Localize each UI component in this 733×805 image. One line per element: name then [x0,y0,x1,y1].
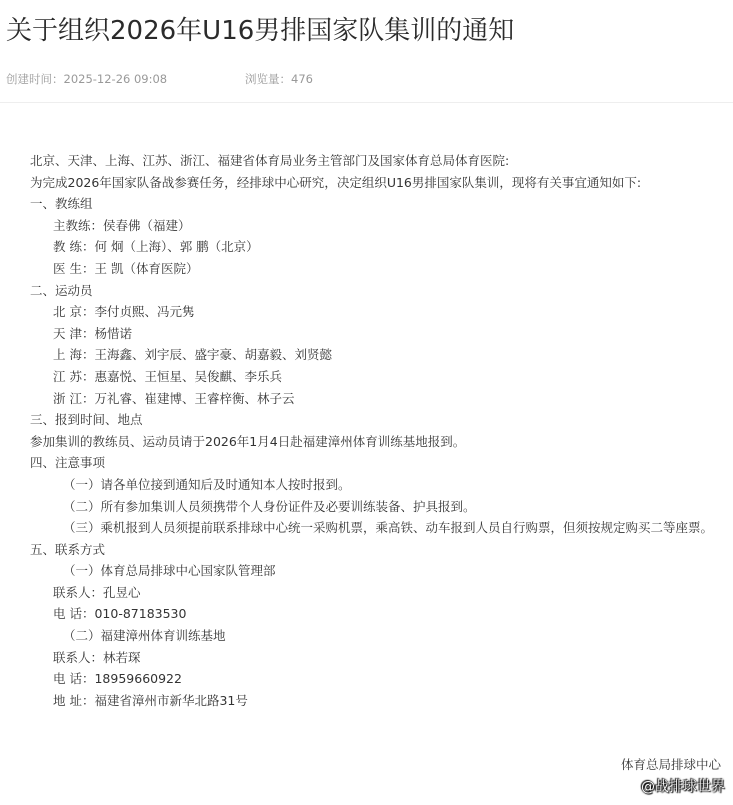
body-line: （一）体育总局排球中心国家队管理部 [63,563,276,579]
created-time: 创建时间：2025-12-26 09:08 [6,72,168,86]
body-line: 二、运动员 [30,282,93,298]
body-line: 江 苏：惠嘉悦、王恒星、吴俊麒、李乐兵 [53,368,282,384]
body-line: 天 津：杨惜诺 [53,325,132,341]
body-line: 电 话：18959660922 [53,671,182,687]
body-line: 五、联系方式 [30,541,106,557]
body-line: 主教练：侯春佛（福建） [53,217,191,233]
body-line: 上 海：王海鑫、刘宇辰、盛宇豪、胡嘉毅、刘贤懿 [53,347,332,363]
watermark: @战排球世界 [641,779,725,795]
body-line: （三）乘机报到人员须提前联系排球中心统一采购机票，乘高铁、动车报到人员自行购票，但须按规定购买二等座票。 [63,520,714,536]
header-divider [0,102,733,103]
body-line: （一）请各单位接到通知后及时通知本人按时报到。 [63,476,351,492]
body-line: 北 京：李付贞熙、冯元隽 [53,304,195,320]
body-line: 地 址：福建省漳州市新华北路31号 [53,692,248,708]
body-line: 浙 江：万礼睿、崔建博、王睿梓衡、林子云 [53,390,295,406]
signature: 体育总局排球中心 [620,757,721,772]
body-line: 参加集训的教练员、运动员请于2026年1月4日赴福建漳州体育训练基地报到。 [30,433,466,449]
view-count: 浏览量：476 [245,72,313,86]
body-line: （二）福建漳州体育训练基地 [63,628,226,644]
body-line: 联系人：孔昱心 [53,584,141,600]
article-body [30,150,720,711]
body-line: 教 练：何 炯（上海）、郭 鹏（北京） [53,239,259,255]
body-line: 一、教练组 [30,196,93,212]
body-line: 联系人：林若琛 [53,649,141,665]
body-line: 北京、天津、上海、江苏、浙江、福建省体育局业务主管部门及国家体育总局体育医院: [30,153,510,168]
body-line: （二）所有参加集训人员须携带个人身份证件及必要训练装备、护具报到。 [63,498,476,514]
body-line: 三、报到时间、地点 [30,412,143,428]
article-title: 关于组织2026年U16男排国家队集训的通知 [6,16,515,46]
article-meta [6,71,313,87]
body-line: 医 生：王 凯（体育医院） [53,260,199,276]
body-line: 四、注意事项 [30,455,106,471]
body-line: 为完成2026年国家队备战参赛任务，经排球中心研究，决定组织U16男排国家队集训，现将有关事宜通知如下: [30,174,642,190]
body-line: 电 话：010-87183530 [53,606,187,622]
